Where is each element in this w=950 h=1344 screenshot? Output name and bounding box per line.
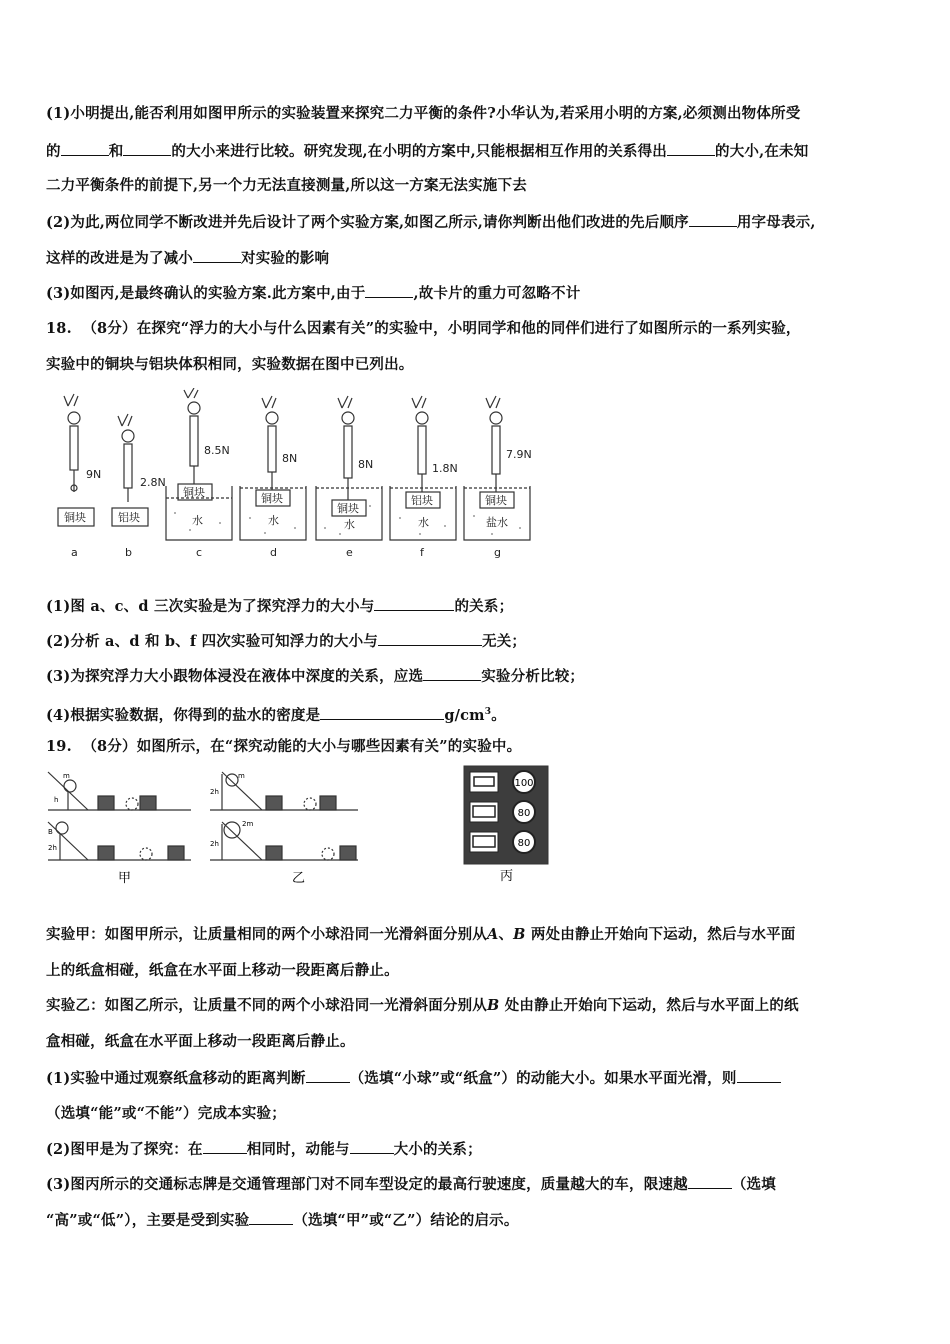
figure-label: 甲 — [118, 871, 132, 886]
figure-label: 丙 — [500, 869, 514, 884]
point-label: B — [48, 828, 53, 836]
block-label: 铝块 — [411, 494, 433, 507]
liquid-label: 水 — [418, 516, 429, 529]
answer-blank[interactable] — [350, 1139, 394, 1154]
q17-line-5: 这样的改进是为了减小 对实验的影响 — [46, 250, 330, 267]
panel-letter: b — [125, 546, 132, 559]
q19-sub-3b: “高”或“低”），主要是受到实验 （选填“甲”或“乙”）结论的启示。 — [46, 1212, 519, 1229]
force-reading: 2.8N — [140, 476, 166, 489]
q17-line-1: (1)小明提出,能否利用如图甲所示的实验装置来探究二力平衡的条件?小华认为,若采用小明的方案,必须测出物体所受 — [46, 105, 801, 122]
answer-blank[interactable] — [689, 212, 737, 227]
force-reading: 8N — [358, 458, 374, 471]
panel-letter: e — [346, 546, 353, 559]
answer-blank[interactable] — [306, 1068, 350, 1083]
height-label: 2h — [210, 840, 219, 848]
block-label: 铜块 — [183, 486, 205, 499]
speed-limit-value: 80 — [517, 808, 531, 819]
q18-title-2: 实验中的铜块与铝块体积相同，实验数据在图中已列出。 — [46, 356, 414, 373]
panel-letter: f — [420, 546, 424, 559]
height-label: 2h — [48, 844, 57, 852]
q18-sub-2: (2)分析 a、d 和 b、f 四次实验可知浮力的大小与 无关； — [46, 633, 527, 650]
q18-sub-1: (1)图 a、c、d 三次实验是为了探究浮力的大小与 的关系； — [46, 598, 514, 615]
q19-sub-2: (2)图甲是为了探究：在 相同时，动能与 大小的关系； — [46, 1141, 482, 1158]
block-label: 铜块 — [64, 511, 86, 524]
figure-yi — [208, 770, 358, 890]
speed-limit-value: 100 — [514, 778, 534, 789]
answer-blank[interactable] — [123, 141, 171, 156]
force-reading: 9N — [86, 468, 102, 481]
q17-line-6: (3)如图丙,是最终确认的实验方案.此方案中,由于 ,故卡片的重力可忽略不计 — [46, 285, 581, 302]
figure-bing-traffic-signs — [462, 764, 552, 886]
q19-sub-1b: （选填“能”或“不能”）完成本实验； — [46, 1105, 286, 1122]
answer-blank[interactable] — [320, 705, 444, 720]
q19-exp-jia-2: 上的纸盒相碰，纸盒在水平面上移动一段距离后静止。 — [46, 962, 399, 979]
q19-sub-1: (1)实验中通过观察纸盒移动的距离判断 （选填“小球”或“纸盒”）的动能大小。如果水平面光滑，则 — [46, 1068, 781, 1089]
force-reading: 1.8N — [432, 462, 458, 475]
answer-blank[interactable] — [737, 1068, 781, 1083]
liquid-label: 水 — [192, 514, 203, 527]
panel-letter: c — [196, 546, 203, 559]
panel-letter: g — [494, 546, 501, 559]
speed-limit-value: 80 — [517, 838, 531, 849]
q17-line-4: (2)为此,两位同学不断改进并先后设计了两个实验方案,如图乙所示,请你判断出他们改进的先后顺序 用字母表示, — [46, 214, 816, 231]
height-label: 2h — [210, 788, 219, 796]
panel-letter: a — [71, 546, 78, 559]
height-label: h — [54, 796, 59, 804]
answer-blank[interactable] — [378, 631, 482, 646]
q19-exp-yi-2: 盒相碰，纸盒在水平面上移动一段距离后静止。 — [46, 1033, 355, 1050]
q19-exp-yi-1: 实验乙：如图乙所示，让质量不同的两个小球沿同一光滑斜面分别从B 处由静止开始向下运动，然后与水平面上的纸 — [46, 997, 799, 1014]
q19-title: 19. （8分）如图所示，在“探究动能的大小与哪些因素有关”的实验中。 — [46, 738, 522, 755]
panel-b — [112, 414, 148, 526]
liquid-label: 水 — [344, 518, 355, 531]
mass-label: 2m — [242, 820, 254, 828]
panel-letter: d — [270, 546, 277, 559]
answer-blank[interactable] — [688, 1174, 732, 1189]
q18-sub-4: (4)根据实验数据，你得到的盐水的密度是 $g/cm^3$。 — [46, 706, 506, 724]
buoyancy-experiment-figure — [40, 388, 560, 563]
panel-a — [58, 394, 94, 526]
liquid-label: 盐水 — [486, 516, 508, 529]
block-label: 铝块 — [118, 511, 140, 524]
q17-line-2: 的 和 的大小来进行比较。研究发现,在小明的方案中,只能根据相互作用的关系得出 的大小,在未知 — [46, 143, 809, 160]
q19-sub-3: (3)图丙所示的交通标志牌是交通管理部门对不同车型设定的最高行驶速度，质量越大的车，限速越 （选填 — [46, 1176, 776, 1193]
figure-label: 乙 — [292, 871, 306, 886]
block-label: 铜块 — [485, 494, 507, 507]
answer-blank[interactable] — [203, 1139, 247, 1154]
block-label: 铜块 — [337, 502, 359, 515]
answer-blank[interactable] — [365, 283, 413, 298]
force-reading: 7.9N — [506, 448, 532, 461]
answer-blank[interactable] — [249, 1210, 293, 1225]
q18-sub-3: (3)为探究浮力大小跟物体浸没在液体中深度的关系，应选 实验分析比较； — [46, 668, 585, 685]
answer-blank[interactable] — [423, 666, 481, 681]
figure-jia — [46, 770, 196, 890]
answer-blank[interactable] — [61, 141, 109, 156]
answer-blank[interactable] — [374, 596, 454, 611]
block-label: 铜块 — [261, 492, 283, 505]
mass-label: m — [238, 772, 245, 780]
mass-label: m — [63, 772, 70, 780]
q17-line-3: 二力平衡条件的前提下,另一个力无法直接测量,所以这一方案无法实施下去 — [46, 177, 527, 194]
answer-blank[interactable] — [667, 141, 715, 156]
liquid-label: 水 — [268, 514, 279, 527]
q18-title: 18. （8分）在探究“浮力的大小与什么因素有关”的实验中，小明同学和他的同伴们进行了如图所示的一系列实验， — [46, 320, 801, 337]
q19-exp-jia-1: 实验甲：如图甲所示，让质量相同的两个小球沿同一光滑斜面分别从A、B 两处由静止开始向下运动，然后与水平面 — [46, 926, 796, 943]
force-reading: 8N — [282, 452, 298, 465]
answer-blank[interactable] — [193, 248, 241, 263]
force-reading: 8.5N — [204, 444, 230, 457]
